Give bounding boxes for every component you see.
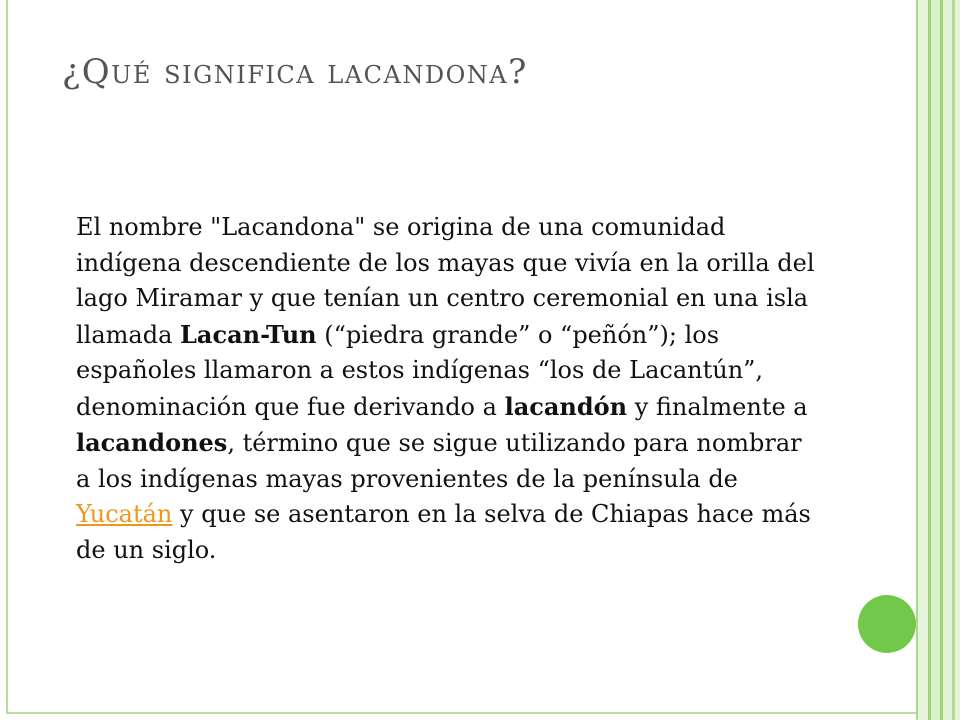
body-text-segment: y finalmente a	[627, 392, 808, 421]
body-text-segment: El nombre "Lacandona" se origina de una comunidad indígena descendiente de los mayas que vivía en la orilla del lago Miramar y que tenían un centro ceremonial en una isla llamada	[76, 213, 815, 349]
bold-term-lacandon: lacandón	[504, 391, 628, 421]
body-text-segment: (“piedra grande” o “peñón”); los españoles llamaron a estos indígenas “los de Lacantún”, denominación que fue derivando a	[76, 320, 764, 421]
body-text-segment: , término que se sigue utilizando para nombrar a los indígenas mayas provenientes de la península de	[76, 429, 802, 493]
decorative-stripe	[931, 0, 940, 720]
bold-term-lacan-tun: Lacan-Tun	[180, 319, 317, 349]
slide-title: ¿Qué significa lacandona?	[62, 52, 528, 92]
link-yucatan[interactable]: Yucatán	[76, 500, 173, 528]
decorative-stripe	[943, 0, 952, 720]
green-circle-decoration	[858, 595, 916, 653]
frame-bottom-line	[6, 712, 918, 714]
decorative-stripe	[955, 0, 960, 720]
bold-term-lacandones: lacandones	[76, 428, 228, 457]
body-text-segment: y que se asentaron en la selva de Chiapas hace más de un siglo.	[76, 500, 811, 564]
frame-left-line	[6, 0, 8, 714]
decorative-stripe	[918, 0, 928, 720]
body-paragraph	[76, 210, 816, 568]
